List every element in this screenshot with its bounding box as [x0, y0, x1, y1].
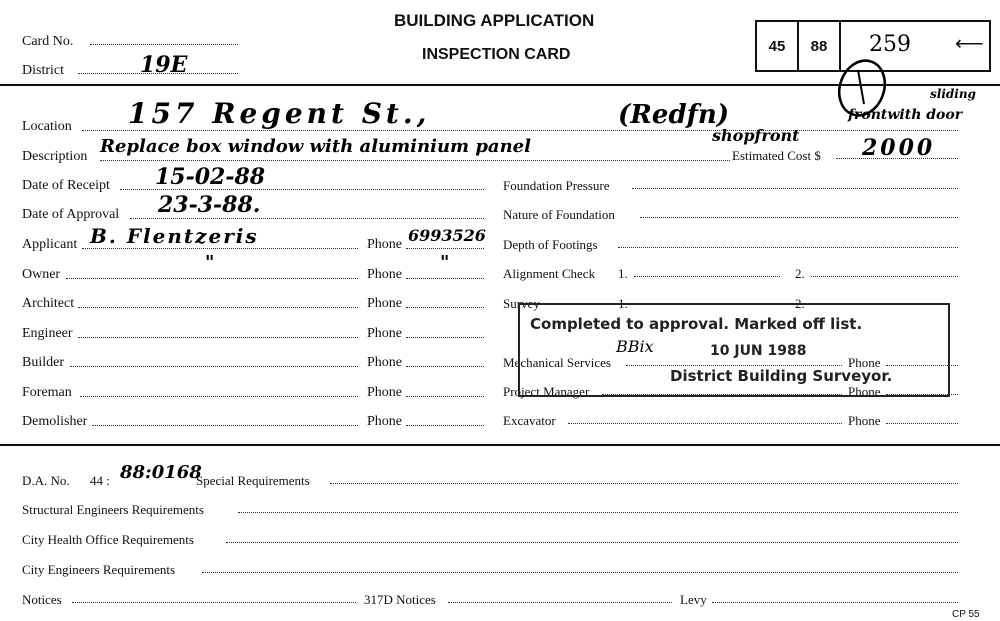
da-no-label: D.A. No.	[22, 473, 70, 488]
structural-line	[238, 512, 958, 513]
structural-label: Structural Engineers Requirements	[22, 502, 204, 517]
engineer-line	[78, 337, 358, 338]
notices-317d-line	[448, 602, 672, 603]
foreman-line	[80, 396, 358, 397]
approval-stamp	[518, 303, 950, 397]
demolisher-line	[92, 425, 358, 426]
description-note: shopfront	[712, 126, 800, 145]
architect-label: Architect	[22, 296, 75, 311]
location-note2: sliding	[930, 87, 976, 101]
district-value: 19E	[140, 52, 188, 78]
owner-phone-value: "	[440, 252, 450, 273]
ref-left: 45	[757, 22, 799, 70]
title-line1: BUILDING APPLICATION	[394, 11, 595, 30]
applicant-phone-line	[406, 248, 484, 249]
foreman-phone-label: Phone	[367, 385, 402, 400]
estimated-cost-label: Estimated Cost $	[732, 148, 821, 163]
builder-line	[70, 366, 358, 367]
stamp-date: 10 JUN 1988	[710, 343, 807, 359]
alignment-check-label: Alignment Check	[503, 266, 596, 281]
description-label: Description	[22, 149, 88, 164]
excavator-line	[568, 423, 842, 424]
demolisher-phone-label: Phone	[367, 414, 402, 429]
da-no-prefix: 44 :	[90, 473, 110, 488]
location-label: Location	[22, 119, 72, 134]
city-health-line	[226, 542, 958, 543]
stamp-line2: District Building Surveyor.	[670, 367, 893, 385]
depth-of-footings-label: Depth of Footings	[503, 237, 598, 252]
foundation-pressure-label: Foundation Pressure	[503, 178, 610, 193]
card-no-label: Card No.	[22, 34, 74, 49]
excavator-phone-line	[886, 423, 958, 424]
alignment-num2: 2.	[795, 266, 805, 281]
engineer-phone-label: Phone	[367, 326, 402, 341]
date-of-receipt-label: Date of Receipt	[22, 178, 110, 193]
owner-label: Owner	[22, 267, 61, 282]
estimated-cost-value: 2000	[862, 135, 936, 161]
location-note: (Redfn)	[618, 100, 730, 130]
description-value: Replace box window with aluminium panel	[100, 136, 531, 157]
survey-num2: 2.	[795, 296, 805, 311]
nature-of-foundation-label: Nature of Foundation	[503, 207, 615, 222]
date-of-approval-value: 23-3-88.	[158, 192, 261, 218]
city-health-label: City Health Office Requirements	[22, 532, 194, 547]
location-note3: frontwith door	[848, 107, 963, 123]
levy-label: Levy	[680, 592, 707, 607]
applicant-phone-label: Phone	[367, 237, 402, 252]
alignment-line2	[811, 276, 958, 277]
applicant-label: Applicant	[22, 237, 78, 252]
mechanical-phone-label: Phone	[848, 355, 881, 370]
location-line	[82, 130, 958, 131]
survey-label: Survey	[503, 296, 540, 311]
title-line2: INSPECTION CARD	[422, 46, 571, 63]
notices-317d-label: 317D Notices	[364, 592, 436, 607]
arrow-icon: ⟵	[955, 33, 984, 55]
date-of-receipt-value: 15-02-88	[155, 164, 266, 190]
notices-label: Notices	[22, 592, 62, 607]
engineer-label: Engineer	[22, 326, 73, 341]
foreman-phone-line	[406, 396, 484, 397]
nature-of-foundation-line	[640, 217, 958, 218]
middle-rule	[0, 444, 1000, 446]
stamp-signature: BBix	[616, 337, 654, 356]
city-engineers-line	[202, 572, 958, 573]
project-manager-phone-label: Phone	[848, 384, 881, 399]
city-engineers-label: City Engineers Requirements	[22, 562, 176, 577]
owner-phone-line	[406, 278, 484, 279]
owner-line	[66, 278, 358, 279]
levy-line	[712, 602, 958, 603]
date-of-approval-label: Date of Approval	[22, 207, 120, 222]
location-value: 157 Regent St.,	[128, 97, 431, 130]
date-of-approval-line	[130, 218, 484, 219]
demolisher-phone-line	[406, 425, 484, 426]
card-no-line	[90, 44, 238, 45]
ref-mid: 88	[799, 22, 841, 70]
foundation-pressure-line	[632, 188, 958, 189]
architect-phone-line	[406, 307, 484, 308]
top-rule	[0, 84, 1000, 86]
applicant-value: B. Flentzeris	[90, 224, 259, 248]
alignment-line1	[634, 276, 780, 277]
engineer-phone-line	[406, 337, 484, 338]
ref-right: 259	[869, 32, 911, 57]
depth-of-footings-line	[618, 247, 958, 248]
builder-phone-label: Phone	[367, 355, 402, 370]
excavator-label: Excavator	[503, 413, 556, 428]
builder-label: Builder	[22, 355, 64, 370]
applicant-line	[82, 248, 358, 249]
alignment-num1: 1.	[618, 266, 628, 281]
district-label: District	[22, 63, 64, 78]
applicant-phone-value: 6993526	[408, 226, 486, 245]
builder-phone-line	[406, 366, 484, 367]
description-line	[100, 160, 730, 161]
architect-line	[78, 307, 358, 308]
survey-num1: 1.	[618, 296, 628, 311]
mechanical-services-label: Mechanical Services	[503, 355, 611, 370]
special-requirements-label: Special Requirements	[196, 473, 310, 488]
project-manager-label: Project Manager	[503, 384, 590, 399]
stamp-line1: Completed to approval. Marked off list.	[530, 315, 863, 333]
demolisher-label: Demolisher	[22, 414, 88, 429]
form-code: CP 55	[952, 609, 980, 620]
owner-phone-label: Phone	[367, 267, 402, 282]
owner-value: "	[205, 252, 215, 273]
notices-line	[72, 602, 356, 603]
da-no-value: 88:0168	[120, 462, 202, 483]
foreman-label: Foreman	[22, 385, 72, 400]
excavator-phone-label: Phone	[848, 413, 881, 428]
architect-phone-label: Phone	[367, 296, 402, 311]
special-requirements-line	[330, 483, 958, 484]
